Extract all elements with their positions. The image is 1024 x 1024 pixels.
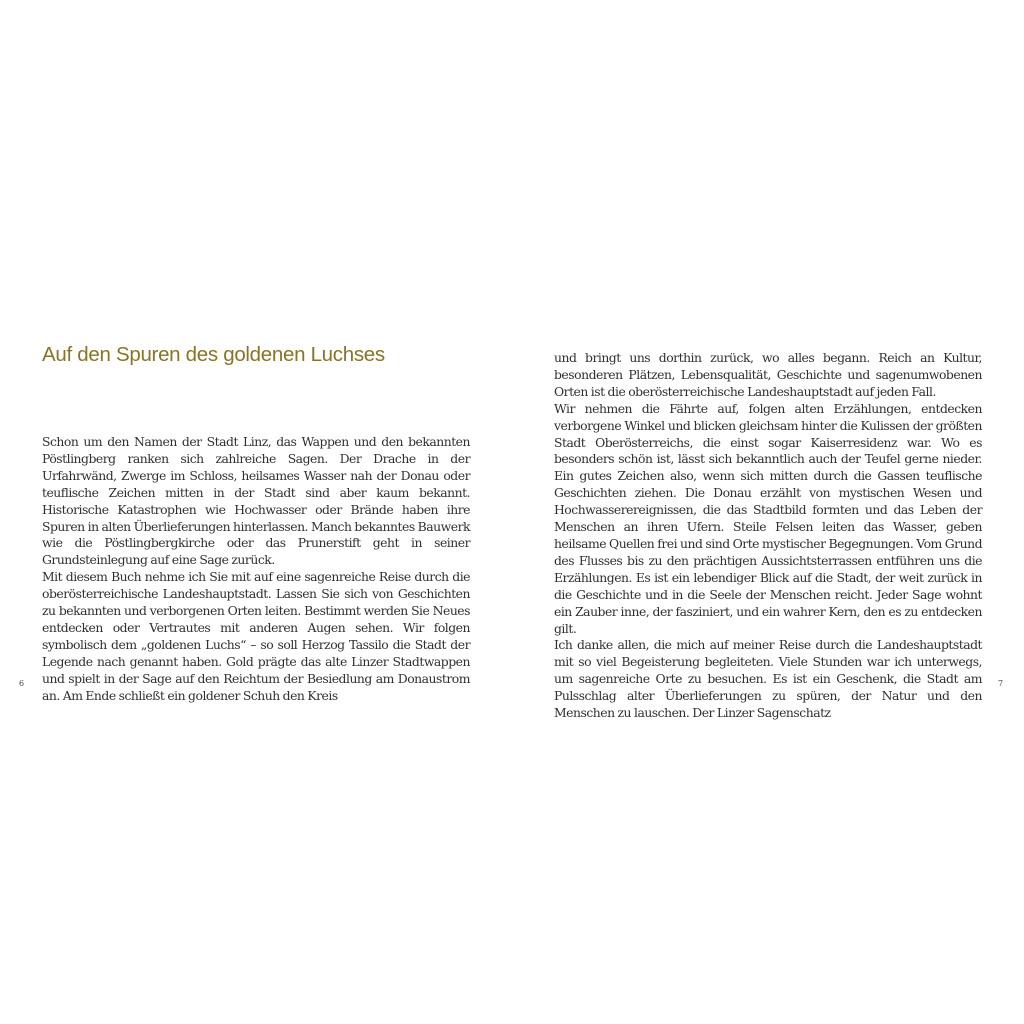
page-number-right: 7	[998, 679, 1004, 688]
paragraph: Wir nehmen die Fährte auf, folgen alten Erzählungen, entdecken verborgene Winkel und blicken gleichsam hinter die Kulissen der größten Stadt Oberösterreichs, die einst sogar Kaiserresidenz war. Wo es besonders schön ist, lässt sich bekanntlich auch der Teufel gerne nieder. Ein gutes Zeichen also, wenn sich mitten durch die Gassen teuflische Geschichten ziehen. Die Donau erzählt von mystischen Wesen und Hochwasserereignissen, die das Stadtbild formten und das Leben der Menschen an ihren Ufern. Steile Felsen leiten das Wasser, geben heilsame Quellen frei und sind Orte mystischer Begegnungen. Vom Grund des Flusses bis zu den prächtigen Aussichtsterrassen entführen uns die Erzählungen. Es ist ein lebendiger Blick auf die Stadt, der weit zurück in die Geschichte und in die Seele der Menschen reicht. Jeder Sage wohnt ein Zauber inne, der fasziniert, und ein wahrer Kern, den es zu entdecken gilt.	[554, 400, 982, 636]
paragraph: Schon um den Namen der Stadt Linz, das Wappen und den bekannten Pöstlingberg ranken sich zahlreiche Sagen. Der Drache in der Urfahrwänd, Zwerge im Schloss, heilsames Wasser nah der Donau oder teuflische Zeichen mitten in der Stadt sind aber kaum bekannt. Historische Katastrophen wie Hochwasser oder Brände haben ihre Spuren in alten Überlieferungen hinterlassen. Manch bekanntes Bauwerk wie die Pöstlingbergkirche oder das Prunerstift geht in seiner Grundsteinlegung auf eine Sage zurück.	[42, 434, 470, 568]
paragraph: Ich danke allen, die mich auf meiner Reise durch die Landeshauptstadt mit so viel Begeisterung begleiteten. Viele Stunden war ich unterwegs, um sagenreiche Orte zu besuchen. Es ist ein Geschenk, die Stadt am Pulsschlag alter Überlieferungen zu spüren, der Natur und den Menschen zu lauschen. Der Linzer Sagenschatz	[554, 637, 982, 721]
right-page-text	[554, 350, 982, 722]
left-page-text	[42, 434, 470, 705]
page-number-left: 6	[19, 679, 25, 688]
paragraph: Mit diesem Buch nehme ich Sie mit auf eine sagenreiche Reise durch die oberösterreichische Landeshauptstadt. Lassen Sie sich von Geschichten zu bekannten und verborgenen Orten leiten. Bestimmt werden Sie Neues entdecken oder Vertrautes mit anderen Augen sehen. Wir folgen symbolisch dem „goldenen Luchs“ – so soll Herzog Tassilo die Stadt der Legende nach genannt haben. Gold prägte das alte Linzer Stadtwappen und spielt in der Sage auf den Reichtum der Besiedlung am Donaustrom an. Am Ende schließt ein goldener Schuh den Kreis	[42, 569, 470, 703]
paragraph: und bringt uns dorthin zurück, wo alles begann. Reich an Kultur, besonderen Plätzen, Lebensqualität, Geschichte und sagenumwobenen Orten ist die oberösterreichische Landeshauptstadt auf jeden Fall.	[554, 350, 982, 399]
chapter-heading: Auf den Spuren des goldenen Luchses	[42, 343, 385, 366]
